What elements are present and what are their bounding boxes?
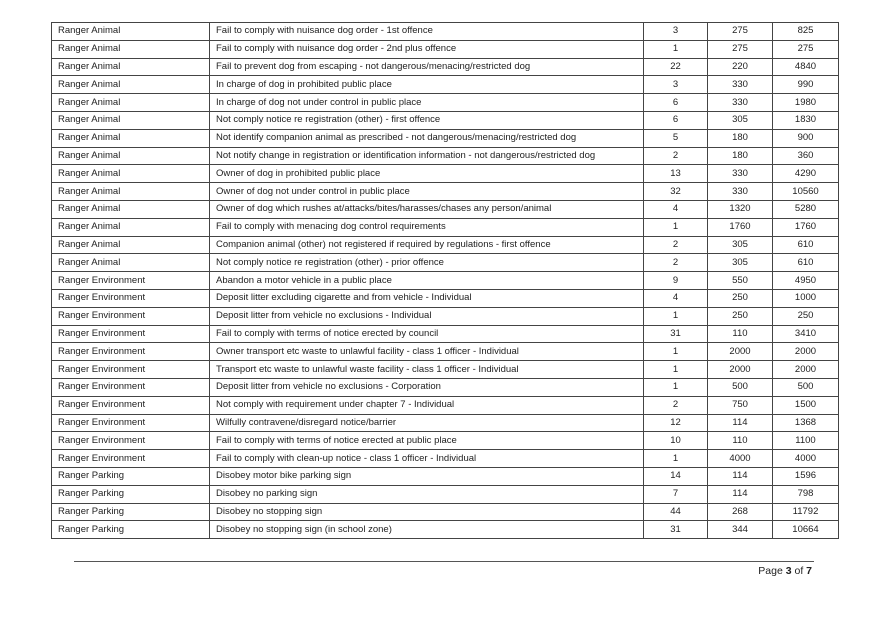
fine-amount-cell: 2000 [708, 361, 773, 379]
fine-amount-cell: 220 [708, 58, 773, 76]
category-cell: Ranger Parking [52, 485, 210, 503]
page-total: 7 [806, 565, 812, 577]
total-cell: 900 [773, 129, 839, 147]
description-cell: Disobey motor bike parking sign [210, 467, 644, 485]
fine-amount-cell: 305 [708, 111, 773, 129]
description-cell: Owner of dog in prohibited public place [210, 165, 644, 183]
total-cell: 1830 [773, 111, 839, 129]
description-cell: Not identify companion animal as prescribed - not dangerous/menacing/restricted dog [210, 129, 644, 147]
category-cell: Ranger Animal [52, 76, 210, 94]
table-row [52, 272, 839, 290]
fine-amount-cell: 114 [708, 485, 773, 503]
table-row [52, 183, 839, 201]
category-cell: Ranger Environment [52, 325, 210, 343]
count-cell: 1 [644, 361, 708, 379]
table-row [52, 236, 839, 254]
category-cell: Ranger Animal [52, 218, 210, 236]
category-cell: Ranger Environment [52, 414, 210, 432]
page-current: 3 [785, 565, 792, 577]
fine-amount-cell: 250 [708, 289, 773, 307]
fine-amount-cell: 250 [708, 307, 773, 325]
offences-table [51, 22, 839, 539]
table-row [52, 76, 839, 94]
total-cell: 1980 [773, 94, 839, 112]
count-cell: 3 [644, 76, 708, 94]
fine-amount-cell: 550 [708, 272, 773, 290]
count-cell: 22 [644, 58, 708, 76]
count-cell: 9 [644, 272, 708, 290]
count-cell: 2 [644, 396, 708, 414]
fine-amount-cell: 330 [708, 183, 773, 201]
description-cell: Disobey no stopping sign [210, 503, 644, 521]
category-cell: Ranger Environment [52, 450, 210, 468]
category-cell: Ranger Environment [52, 432, 210, 450]
count-cell: 1 [644, 343, 708, 361]
fine-amount-cell: 344 [708, 521, 773, 539]
category-cell: Ranger Parking [52, 467, 210, 485]
fine-amount-cell: 110 [708, 325, 773, 343]
category-cell: Ranger Animal [52, 254, 210, 272]
total-cell: 4840 [773, 58, 839, 76]
fine-amount-cell: 275 [708, 23, 773, 41]
description-cell: Companion animal (other) not registered if required by regulations - first offence [210, 236, 644, 254]
table-row [52, 378, 839, 396]
count-cell: 1 [644, 218, 708, 236]
total-cell: 4950 [773, 272, 839, 290]
total-cell: 2000 [773, 343, 839, 361]
total-cell: 1596 [773, 467, 839, 485]
description-cell: Fail to comply with clean-up notice - class 1 officer - Individual [210, 450, 644, 468]
count-cell: 1 [644, 450, 708, 468]
table-row [52, 485, 839, 503]
description-cell: Not comply notice re registration (other) - prior offence [210, 254, 644, 272]
category-cell: Ranger Animal [52, 111, 210, 129]
table-row [52, 94, 839, 112]
count-cell: 31 [644, 521, 708, 539]
category-cell: Ranger Animal [52, 40, 210, 58]
description-cell: In charge of dog not under control in public place [210, 94, 644, 112]
table-row [52, 58, 839, 76]
fine-amount-cell: 2000 [708, 343, 773, 361]
description-cell: Disobey no stopping sign (in school zone) [210, 521, 644, 539]
table-row [52, 503, 839, 521]
count-cell: 6 [644, 94, 708, 112]
table-row [52, 343, 839, 361]
fine-amount-cell: 4000 [708, 450, 773, 468]
description-cell: Deposit litter excluding cigarette and from vehicle - Individual [210, 289, 644, 307]
fine-amount-cell: 180 [708, 147, 773, 165]
table-row [52, 111, 839, 129]
total-cell: 610 [773, 254, 839, 272]
category-cell: Ranger Environment [52, 289, 210, 307]
total-cell: 990 [773, 76, 839, 94]
total-cell: 275 [773, 40, 839, 58]
category-cell: Ranger Animal [52, 58, 210, 76]
category-cell: Ranger Environment [52, 396, 210, 414]
count-cell: 32 [644, 183, 708, 201]
count-cell: 10 [644, 432, 708, 450]
fine-amount-cell: 180 [708, 129, 773, 147]
count-cell: 2 [644, 236, 708, 254]
table-row [52, 289, 839, 307]
count-cell: 3 [644, 23, 708, 41]
count-cell: 44 [644, 503, 708, 521]
description-cell: Not notify change in registration or identification information - not dangerous/restricted dog [210, 147, 644, 165]
description-cell: Fail to comply with nuisance dog order - 1st offence [210, 23, 644, 41]
description-cell: Disobey no parking sign [210, 485, 644, 503]
total-cell: 3410 [773, 325, 839, 343]
table-row [52, 467, 839, 485]
count-cell: 1 [644, 378, 708, 396]
category-cell: Ranger Animal [52, 129, 210, 147]
fine-amount-cell: 305 [708, 254, 773, 272]
category-cell: Ranger Animal [52, 236, 210, 254]
total-cell: 11792 [773, 503, 839, 521]
count-cell: 2 [644, 254, 708, 272]
description-cell: Fail to prevent dog from escaping - not dangerous/menacing/restricted dog [210, 58, 644, 76]
total-cell: 610 [773, 236, 839, 254]
page-of: of [791, 565, 807, 577]
table-row [52, 165, 839, 183]
count-cell: 5 [644, 129, 708, 147]
table-row [52, 414, 839, 432]
category-cell: Ranger Parking [52, 521, 210, 539]
category-cell: Ranger Environment [52, 272, 210, 290]
total-cell: 1368 [773, 414, 839, 432]
table-row [52, 254, 839, 272]
description-cell: Fail to comply with nuisance dog order - 2nd plus offence [210, 40, 644, 58]
count-cell: 14 [644, 467, 708, 485]
count-cell: 1 [644, 40, 708, 58]
fine-amount-cell: 330 [708, 94, 773, 112]
total-cell: 1000 [773, 289, 839, 307]
fine-amount-cell: 305 [708, 236, 773, 254]
description-cell: Wilfully contravene/disregard notice/barrier [210, 414, 644, 432]
fine-amount-cell: 500 [708, 378, 773, 396]
category-cell: Ranger Animal [52, 183, 210, 201]
description-cell: Fail to comply with terms of notice erected at public place [210, 432, 644, 450]
count-cell: 4 [644, 200, 708, 218]
table-row [52, 325, 839, 343]
count-cell: 6 [644, 111, 708, 129]
total-cell: 2000 [773, 361, 839, 379]
total-cell: 10560 [773, 183, 839, 201]
category-cell: Ranger Animal [52, 23, 210, 41]
fine-amount-cell: 330 [708, 165, 773, 183]
total-cell: 360 [773, 147, 839, 165]
count-cell: 31 [644, 325, 708, 343]
total-cell: 1100 [773, 432, 839, 450]
description-cell: Owner of dog which rushes at/attacks/bites/harasses/chases any person/animal [210, 200, 644, 218]
description-cell: Owner transport etc waste to unlawful facility - class 1 officer - Individual [210, 343, 644, 361]
total-cell: 798 [773, 485, 839, 503]
fine-amount-cell: 268 [708, 503, 773, 521]
category-cell: Ranger Animal [52, 200, 210, 218]
table-row [52, 147, 839, 165]
table-row [52, 200, 839, 218]
table-row [52, 432, 839, 450]
fine-amount-cell: 114 [708, 414, 773, 432]
description-cell: Abandon a motor vehicle in a public place [210, 272, 644, 290]
count-cell: 12 [644, 414, 708, 432]
description-cell: Not comply notice re registration (other) - first offence [210, 111, 644, 129]
table-row [52, 307, 839, 325]
table-row [52, 23, 839, 41]
description-cell: Deposit litter from vehicle no exclusions - Corporation [210, 378, 644, 396]
description-cell: Transport etc waste to unlawful waste facility - class 1 officer - Individual [210, 361, 644, 379]
total-cell: 4000 [773, 450, 839, 468]
fine-amount-cell: 330 [708, 76, 773, 94]
fine-amount-cell: 110 [708, 432, 773, 450]
description-cell: Owner of dog not under control in public place [210, 183, 644, 201]
fine-amount-cell: 275 [708, 40, 773, 58]
page-prefix: Page [758, 565, 786, 577]
description-cell: Not comply with requirement under chapter 7 - Individual [210, 396, 644, 414]
count-cell: 2 [644, 147, 708, 165]
category-cell: Ranger Environment [52, 378, 210, 396]
total-cell: 4290 [773, 165, 839, 183]
table-row [52, 361, 839, 379]
table-row [52, 396, 839, 414]
count-cell: 13 [644, 165, 708, 183]
total-cell: 500 [773, 378, 839, 396]
fine-amount-cell: 1320 [708, 200, 773, 218]
description-cell: Fail to comply with terms of notice erected by council [210, 325, 644, 343]
offences-table-body [52, 23, 839, 539]
fine-amount-cell: 1760 [708, 218, 773, 236]
table-row [52, 521, 839, 539]
description-cell: Fail to comply with menacing dog control requirements [210, 218, 644, 236]
footer-divider [74, 561, 814, 562]
fine-amount-cell: 114 [708, 467, 773, 485]
fine-amount-cell: 750 [708, 396, 773, 414]
total-cell: 5280 [773, 200, 839, 218]
table-row [52, 450, 839, 468]
category-cell: Ranger Animal [52, 147, 210, 165]
category-cell: Ranger Animal [52, 94, 210, 112]
total-cell: 250 [773, 307, 839, 325]
total-cell: 1500 [773, 396, 839, 414]
count-cell: 7 [644, 485, 708, 503]
table-row [52, 129, 839, 147]
table-row [52, 218, 839, 236]
description-cell: In charge of dog in prohibited public place [210, 76, 644, 94]
category-cell: Ranger Environment [52, 307, 210, 325]
total-cell: 10664 [773, 521, 839, 539]
page-footer [758, 565, 812, 577]
table-row [52, 40, 839, 58]
description-cell: Deposit litter from vehicle no exclusions - Individual [210, 307, 644, 325]
count-cell: 1 [644, 307, 708, 325]
category-cell: Ranger Animal [52, 165, 210, 183]
category-cell: Ranger Environment [52, 361, 210, 379]
total-cell: 1760 [773, 218, 839, 236]
total-cell: 825 [773, 23, 839, 41]
count-cell: 4 [644, 289, 708, 307]
category-cell: Ranger Parking [52, 503, 210, 521]
category-cell: Ranger Environment [52, 343, 210, 361]
